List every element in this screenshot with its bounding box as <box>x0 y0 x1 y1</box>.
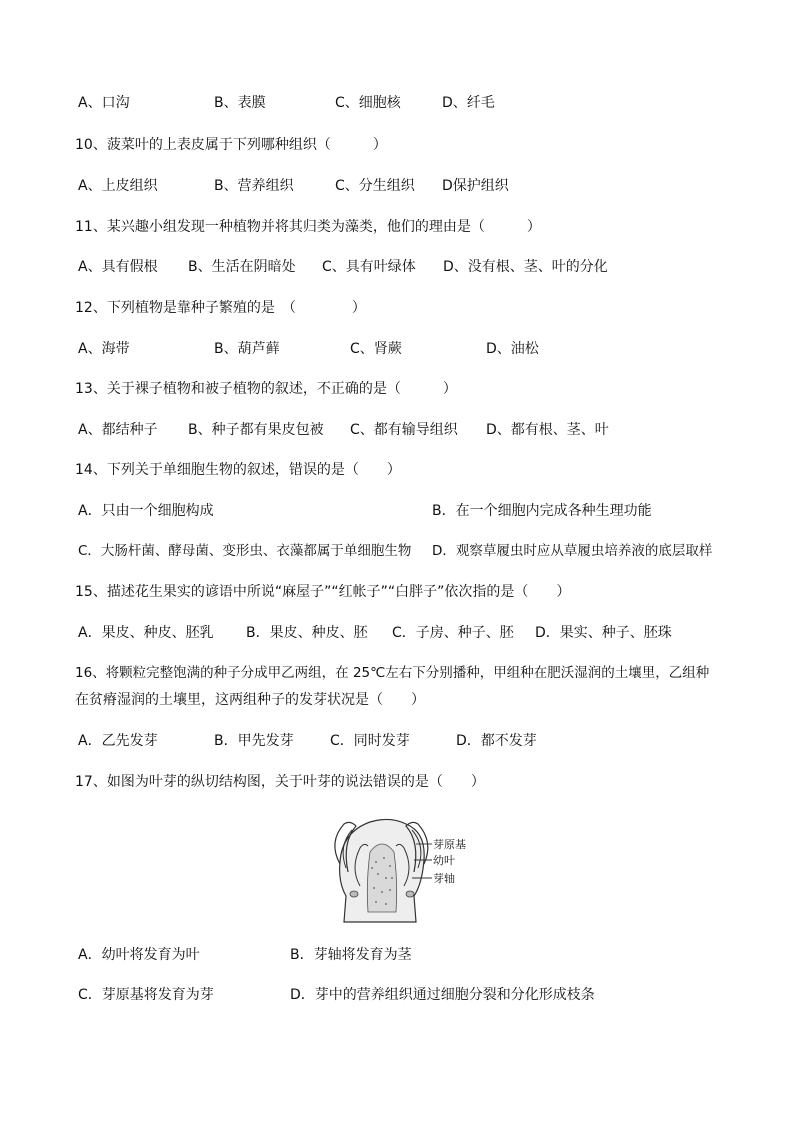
q16-option-d: D．都不发芽 <box>456 733 537 749</box>
q12-stem: 12、下列植物是靠种子繁殖的是 （ ） <box>75 300 366 316</box>
q10-option-d: D保护组织 <box>442 178 509 194</box>
q14-option-c: C．大肠杆菌、酵母菌、变形虫、衣藻都属于单细胞生物 <box>78 543 412 559</box>
q11-option-d: D、没有根、茎、叶的分化 <box>443 259 608 275</box>
q10-option-b: B、营养组织 <box>214 178 294 194</box>
q13-option-d: D、都有根、茎、叶 <box>486 422 609 438</box>
q16-stem-line1: 16、将颗粒完整饱满的种子分成甲乙两组，在 25℃左右下分别播种，甲组种在肥沃湿润的土壤里，乙组种 <box>75 665 710 681</box>
q12-option-a: A、海带 <box>78 341 130 357</box>
q11-option-a: A、具有假根 <box>78 259 158 275</box>
q9-option-c: C、细胞核 <box>335 95 401 111</box>
q14-stem: 14、下列关于单细胞生物的叙述，错误的是（ ） <box>75 462 401 478</box>
q11-stem: 11、某兴趣小组发现一种植物并将其归类为藻类，他们的理由是（ ） <box>75 219 541 235</box>
q15-stem: 15、描述花生果实的谚语中所说“麻屋子”“红帐子”“白胖子”依次指的是（ ） <box>75 584 571 600</box>
q16-stem-line2: 在贫瘠湿润的土壤里，这两组种子的发芽状况是（ ） <box>75 692 425 708</box>
q15-option-b: B．果皮、种皮、胚 <box>246 625 368 641</box>
leaf-bud-diagram <box>320 812 480 927</box>
q13-stem: 13、关于裸子植物和被子植物的叙述，不正确的是（ ） <box>75 381 457 397</box>
q17-option-b: B．芽轴将发育为茎 <box>290 947 412 963</box>
q17-option-a: A．幼叶将发育为叶 <box>78 947 200 963</box>
q9-option-b: B、表膜 <box>214 95 266 111</box>
q14-option-b: B．在一个细胞内完成各种生理功能 <box>432 503 652 519</box>
q15-option-c: C．子房、种子、胚 <box>392 625 514 641</box>
q13-option-a: A、都结种子 <box>78 422 158 438</box>
q16-option-c: C．同时发芽 <box>330 733 410 749</box>
q13-option-b: B、种子都有果皮包被 <box>188 422 324 438</box>
label-bud-primordium: 芽原基 <box>433 838 466 851</box>
q17-stem: 17、如图为叶芽的纵切结构图，关于叶芽的说法错误的是（ ） <box>75 774 485 790</box>
q10-option-a: A、上皮组织 <box>78 178 158 194</box>
q12-option-b: B、葫芦藓 <box>214 341 280 357</box>
q15-option-a: A．果皮、种皮、胚乳 <box>78 625 214 641</box>
q10-stem: 10、菠菜叶的上表皮属于下列哪种组织（ ） <box>75 137 387 153</box>
q11-option-b: B、生活在阴暗处 <box>188 259 296 275</box>
q17-option-c: C．芽原基将发育为芽 <box>78 987 214 1003</box>
q14-option-d: D．观察草履虫时应从草履虫培养液的底层取样 <box>432 543 713 559</box>
q16-option-a: A．乙先发芽 <box>78 733 158 749</box>
q15-option-d: D．果实、种子、胚珠 <box>535 625 672 641</box>
q12-option-c: C、肾蕨 <box>350 341 402 357</box>
label-bud-axis: 芽轴 <box>433 872 455 885</box>
q10-option-c: C、分生组织 <box>335 178 415 194</box>
q11-option-c: C、具有叶绿体 <box>322 259 416 275</box>
q14-option-a: A．只由一个细胞构成 <box>78 503 214 519</box>
q9-option-a: A、口沟 <box>78 95 130 111</box>
q12-option-d: D、油松 <box>486 341 539 357</box>
q13-option-c: C、都有输导组织 <box>350 422 458 438</box>
q16-option-b: B．甲先发芽 <box>214 733 294 749</box>
label-young-leaf: 幼叶 <box>433 854 455 867</box>
q9-option-d: D、纤毛 <box>442 95 495 111</box>
q17-option-d: D．芽中的营养组织通过细胞分裂和分化形成枝条 <box>290 987 595 1003</box>
